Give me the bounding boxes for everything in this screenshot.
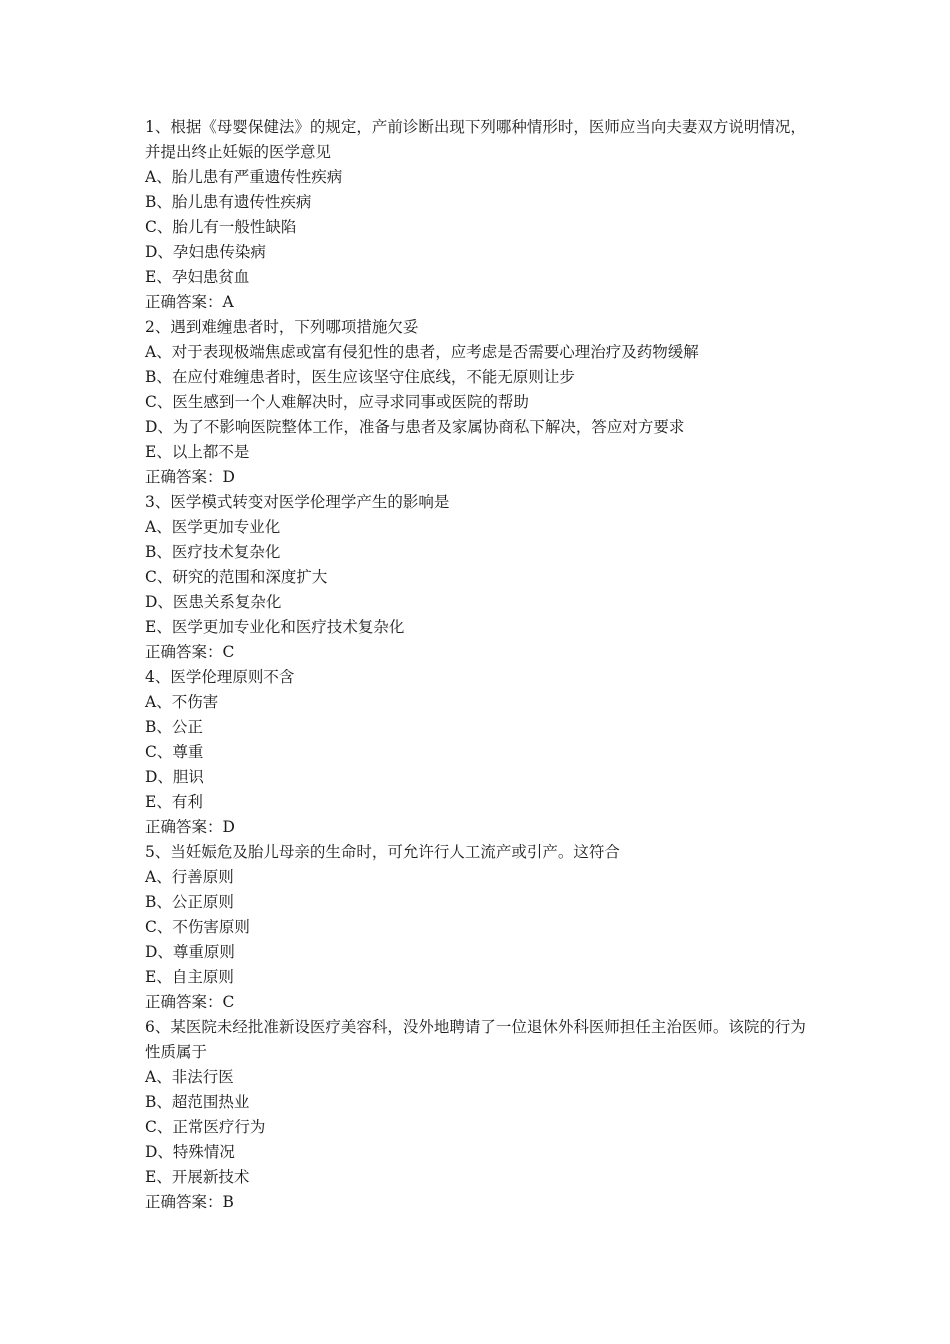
option-a: A、医学更加专业化	[145, 518, 281, 536]
question-6	[145, 1015, 815, 1215]
option-c: C、正常医疗行为	[145, 1118, 266, 1136]
option-c: C、不伤害原则	[145, 918, 250, 936]
correct-answer: 正确答案：D	[145, 468, 235, 486]
question-stem: 3、医学模式转变对医学伦理学产生的影响是	[145, 493, 450, 511]
correct-answer: 正确答案：A	[145, 293, 234, 311]
option-a: A、对于表现极端焦虑或富有侵犯性的患者，应考虑是否需要心理治疗及药物缓解	[145, 343, 699, 361]
option-e: E、医学更加专业化和医疗技术复杂化	[145, 618, 405, 636]
option-d: D、尊重原则	[145, 943, 235, 961]
question-2	[145, 315, 815, 490]
correct-answer: 正确答案：D	[145, 818, 235, 836]
question-stem: 4、医学伦理原则不含	[145, 668, 295, 686]
option-a: A、非法行医	[145, 1068, 234, 1086]
option-b: B、公正原则	[145, 893, 234, 911]
question-4	[145, 665, 815, 840]
question-stem: 6、某医院未经批准新设医疗美容科，没外地聘请了一位退休外科医师担任主治医师。该院的行为性质属于	[145, 1018, 806, 1061]
option-d: D、为了不影响医院整体工作，准备与患者及家属协商私下解决，答应对方要求	[145, 418, 685, 436]
option-c: C、尊重	[145, 743, 204, 761]
option-b: B、医疗技术复杂化	[145, 543, 281, 561]
option-c: C、研究的范围和深度扩大	[145, 568, 328, 586]
option-d: D、孕妇患传染病	[145, 243, 266, 261]
option-e: E、有利	[145, 793, 203, 811]
question-5	[145, 840, 815, 1015]
option-d: D、医患关系复杂化	[145, 593, 282, 611]
correct-answer: 正确答案：B	[145, 1193, 234, 1211]
question-stem: 1、根据《母婴保健法》的规定，产前诊断出现下列哪种情形时，医师应当向夫妻双方说明情况，并提出终止妊娠的医学意见	[145, 118, 806, 161]
option-e: E、孕妇患贫血	[145, 268, 250, 286]
question-stem: 5、当妊娠危及胎儿母亲的生命时，可允许行人工流产或引产。这符合	[145, 843, 620, 861]
option-b: B、公正	[145, 718, 203, 736]
option-a: A、不伤害	[145, 693, 219, 711]
correct-answer: 正确答案：C	[145, 993, 235, 1011]
question-stem: 2、遇到难缠患者时，下列哪项措施欠妥	[145, 318, 419, 336]
option-a: A、胎儿患有严重遗传性疾病	[145, 168, 343, 186]
question-1	[145, 115, 815, 315]
option-d: D、特殊情况	[145, 1143, 235, 1161]
option-c: C、医生感到一个人难解决时，应寻求同事或医院的帮助	[145, 393, 529, 411]
option-a: A、行善原则	[145, 868, 234, 886]
correct-answer: 正确答案：C	[145, 643, 235, 661]
option-e: E、自主原则	[145, 968, 234, 986]
option-b: B、胎儿患有遗传性疾病	[145, 193, 312, 211]
document-page	[145, 115, 815, 1215]
question-3	[145, 490, 815, 665]
option-e: E、开展新技术	[145, 1168, 250, 1186]
option-b: B、在应付难缠患者时，医生应该坚守住底线，不能无原则让步	[145, 368, 575, 386]
option-c: C、胎儿有一般性缺陷	[145, 218, 297, 236]
option-d: D、胆识	[145, 768, 204, 786]
option-b: B、超范围热业	[145, 1093, 250, 1111]
option-e: E、以上都不是	[145, 443, 250, 461]
